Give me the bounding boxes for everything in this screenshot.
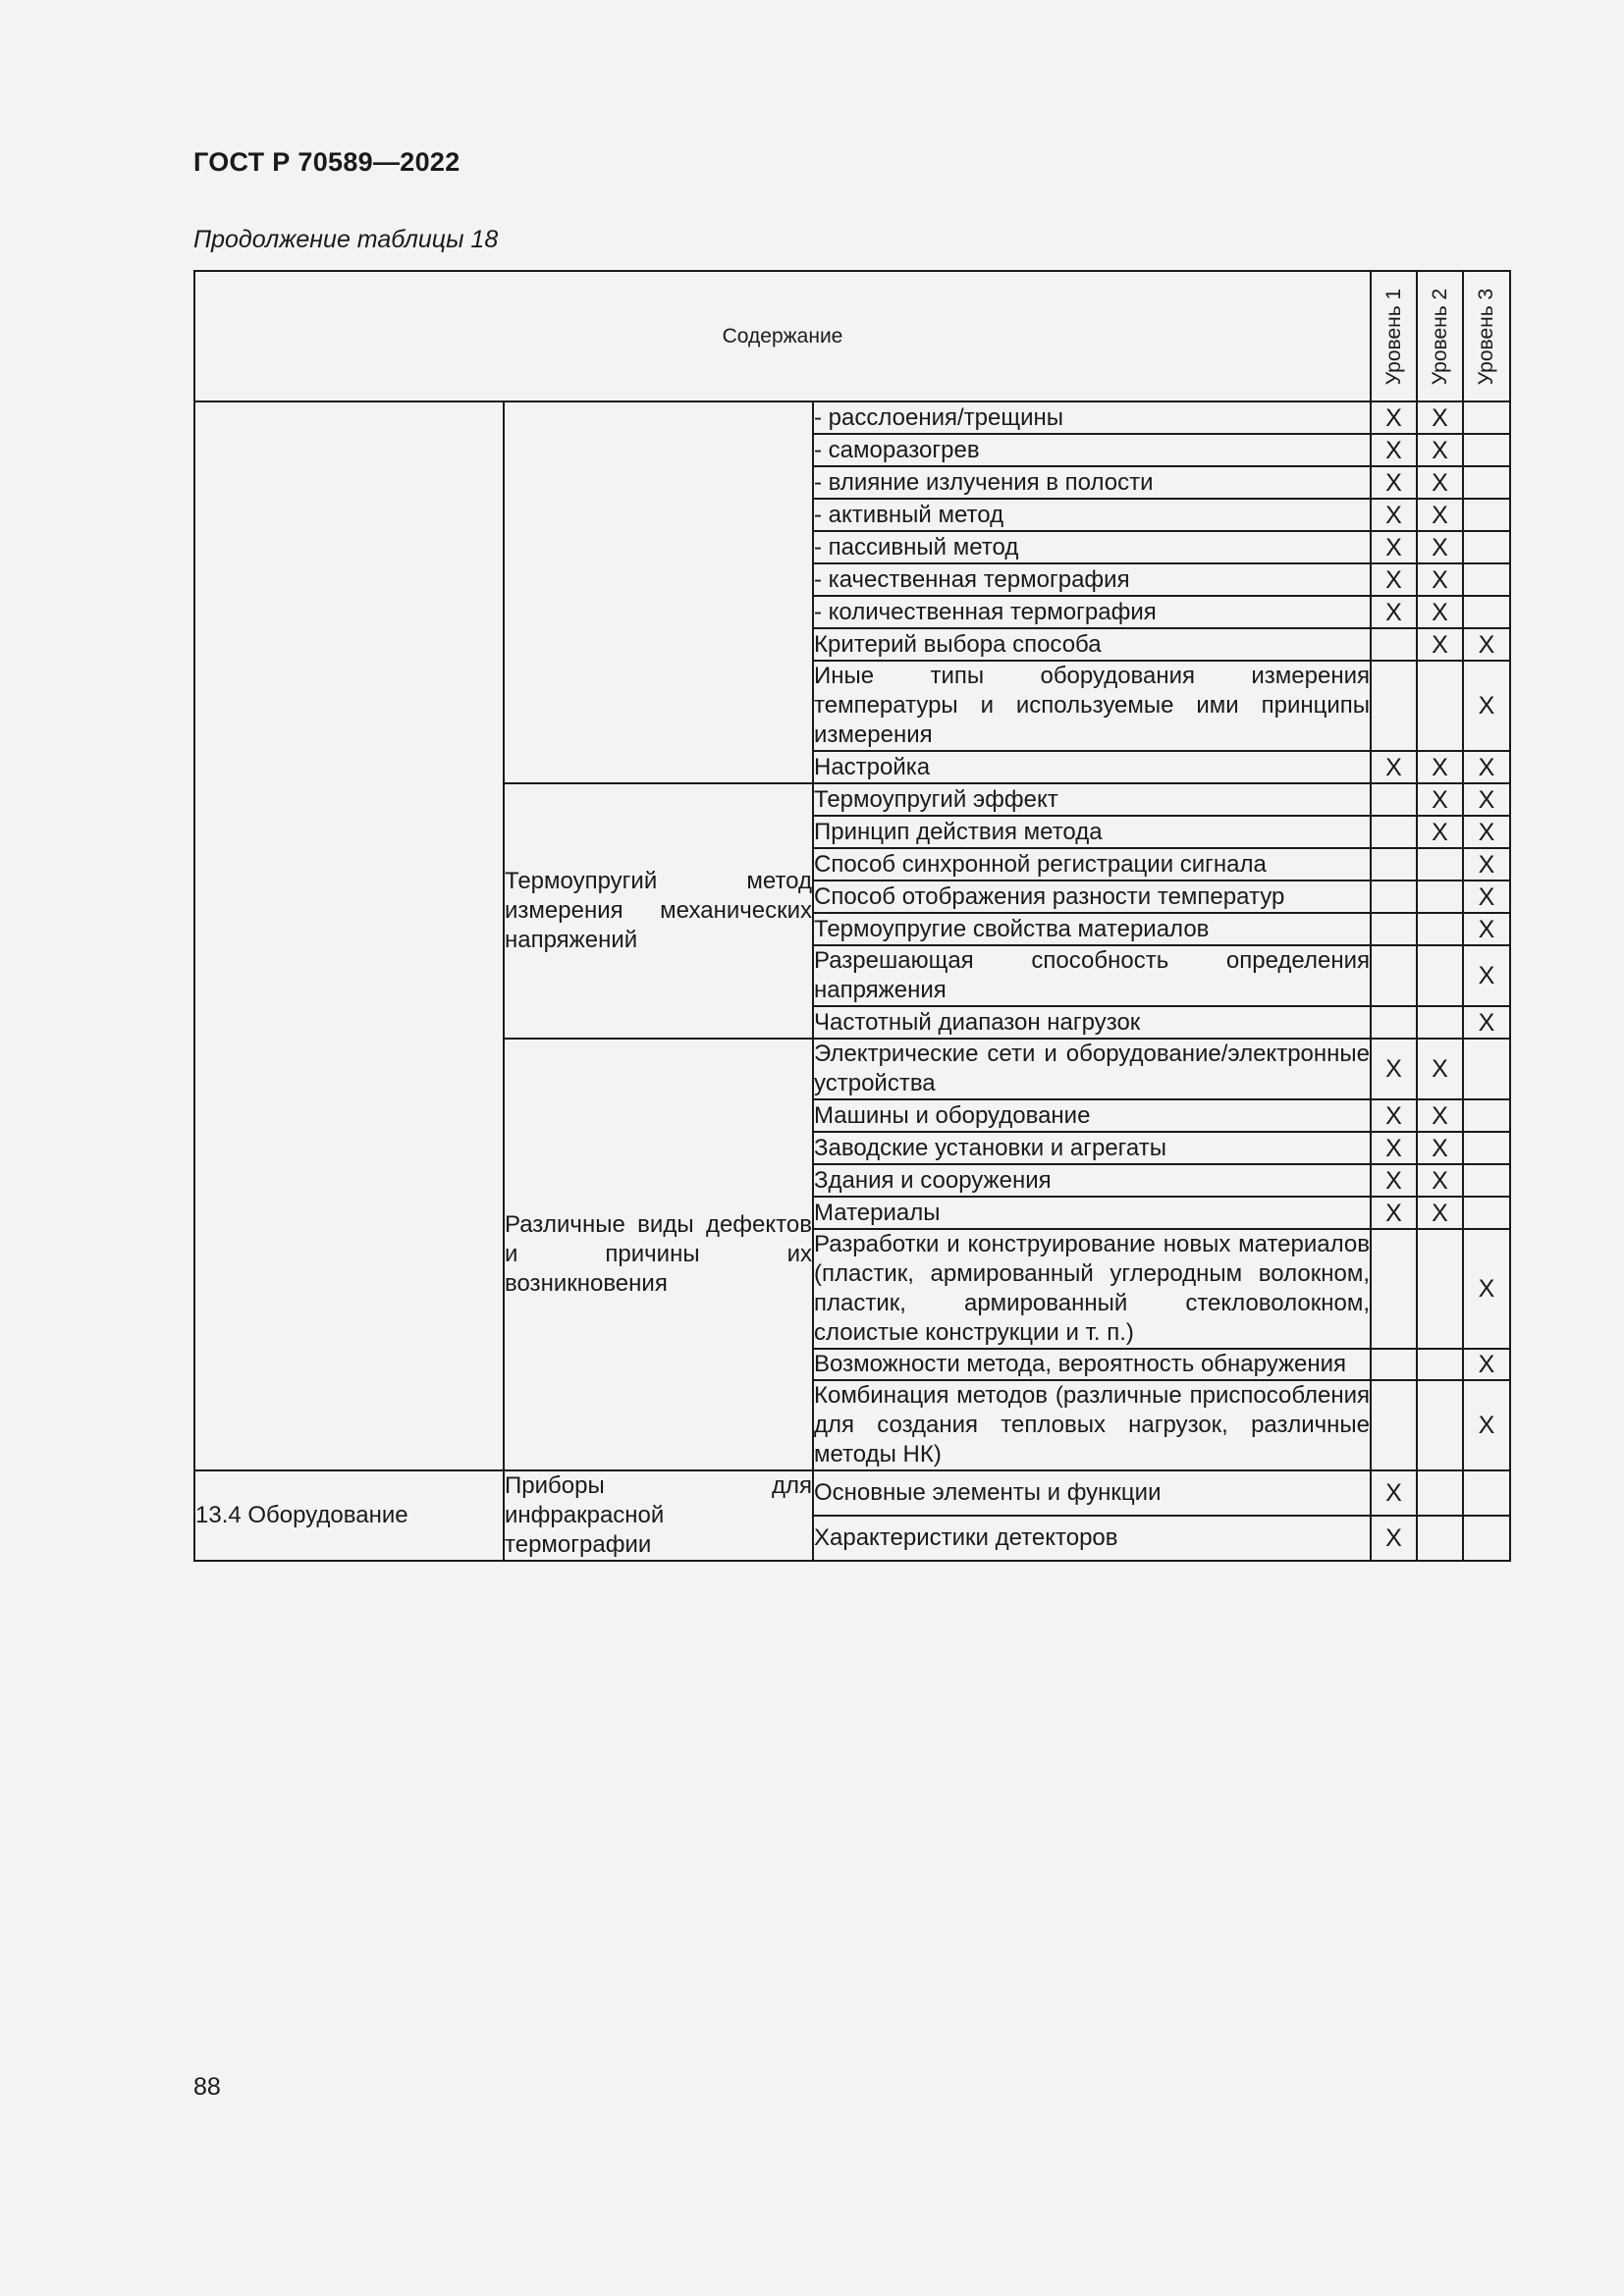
header-level-3 — [1463, 271, 1510, 401]
content-cell: Здания и сооружения — [813, 1164, 1371, 1197]
level-3-mark: X — [1463, 783, 1510, 816]
level-3-mark: X — [1463, 1380, 1510, 1470]
level-1-mark: X — [1371, 1164, 1417, 1197]
level-1-label: Уровень 1 — [1381, 288, 1405, 385]
content-cell: Иные типы оборудования измерения температуры и используемые ими принципы измерения — [813, 661, 1371, 751]
level-1-mark — [1371, 628, 1417, 661]
level-2-mark — [1417, 881, 1463, 913]
level-3-mark — [1463, 563, 1510, 596]
level-3-mark: X — [1463, 848, 1510, 881]
content-cell: - расслоения/трещины — [813, 401, 1371, 434]
level-2-mark — [1417, 1229, 1463, 1349]
page-number: 88 — [193, 2073, 221, 2101]
header-level-2 — [1417, 271, 1463, 401]
content-cell: Разрешающая способность определения напряжения — [813, 945, 1371, 1006]
level-2-mark: X — [1417, 1132, 1463, 1164]
level-2-mark: X — [1417, 628, 1463, 661]
table-row — [194, 1470, 1510, 1516]
level-1-mark — [1371, 816, 1417, 848]
level-2-mark — [1417, 1516, 1463, 1561]
level-1-mark — [1371, 848, 1417, 881]
group-cell-thermoelastic: Термоупругий метод измерения механических напряжений — [504, 783, 813, 1039]
level-1-mark — [1371, 1380, 1417, 1470]
level-1-mark — [1371, 913, 1417, 945]
content-cell: Принцип действия метода — [813, 816, 1371, 848]
level-1-mark: X — [1371, 1099, 1417, 1132]
table-header-row — [194, 271, 1510, 401]
level-2-mark — [1417, 1380, 1463, 1470]
content-cell: Возможности метода, вероятность обнаружения — [813, 1349, 1371, 1380]
level-1-mark — [1371, 881, 1417, 913]
level-1-mark — [1371, 1229, 1417, 1349]
level-3-mark — [1463, 434, 1510, 466]
level-1-mark: X — [1371, 1197, 1417, 1229]
level-1-mark: X — [1371, 1039, 1417, 1099]
level-2-mark — [1417, 1006, 1463, 1039]
content-cell: Основные элементы и функции — [813, 1470, 1371, 1516]
level-1-mark: X — [1371, 563, 1417, 596]
level-3-mark — [1463, 596, 1510, 628]
level-2-mark: X — [1417, 1039, 1463, 1099]
level-3-mark — [1463, 1132, 1510, 1164]
level-3-mark: X — [1463, 1006, 1510, 1039]
level-2-mark: X — [1417, 783, 1463, 816]
level-2-mark: X — [1417, 401, 1463, 434]
level-1-mark: X — [1371, 1516, 1417, 1561]
level-3-mark — [1463, 1099, 1510, 1132]
content-cell: Разработки и конструирование новых материалов (пластик, армированный углеродным волокном, пластик, армированный стекловолокном, слоистые конструкции и т. п.) — [813, 1229, 1371, 1349]
level-2-mark: X — [1417, 499, 1463, 531]
section-cell-13-4: 13.4 Оборудование — [194, 1470, 504, 1561]
standard-title: ГОСТ Р 70589—2022 — [193, 147, 460, 177]
level-1-mark — [1371, 1006, 1417, 1039]
level-1-mark — [1371, 661, 1417, 751]
level-2-mark — [1417, 913, 1463, 945]
table-caption: Продолжение таблицы 18 — [193, 226, 499, 253]
group-cell-defects: Различные виды дефектов и причины их возникновения — [504, 1039, 813, 1470]
level-3-mark — [1463, 401, 1510, 434]
level-3-mark — [1463, 466, 1510, 499]
level-1-mark: X — [1371, 401, 1417, 434]
level-2-mark — [1417, 661, 1463, 751]
content-cell: Материалы — [813, 1197, 1371, 1229]
level-2-mark: X — [1417, 751, 1463, 783]
level-2-mark — [1417, 1470, 1463, 1516]
level-1-mark: X — [1371, 751, 1417, 783]
level-1-mark: X — [1371, 499, 1417, 531]
content-cell: Настройка — [813, 751, 1371, 783]
level-1-mark: X — [1371, 466, 1417, 499]
level-3-mark: X — [1463, 628, 1510, 661]
content-cell: - влияние излучения в полости — [813, 466, 1371, 499]
group-cell-ir-devices: Приборы для инфракрасной термографии — [504, 1470, 813, 1561]
level-1-mark — [1371, 945, 1417, 1006]
level-3-mark — [1463, 1164, 1510, 1197]
level-3-mark: X — [1463, 661, 1510, 751]
level-1-mark: X — [1371, 1132, 1417, 1164]
level-3-mark — [1463, 1470, 1510, 1516]
level-3-mark: X — [1463, 751, 1510, 783]
level-2-mark: X — [1417, 1164, 1463, 1197]
content-cell: Частотный диапазон нагрузок — [813, 1006, 1371, 1039]
level-2-mark: X — [1417, 563, 1463, 596]
level-2-mark — [1417, 945, 1463, 1006]
content-table — [193, 270, 1511, 1562]
content-cell: Комбинация методов (различные приспособления для создания тепловых нагрузок, различные методы НК) — [813, 1380, 1371, 1470]
level-2-mark: X — [1417, 434, 1463, 466]
level-1-mark: X — [1371, 531, 1417, 563]
content-cell: - саморазогрев — [813, 434, 1371, 466]
level-3-mark — [1463, 499, 1510, 531]
level-3-mark: X — [1463, 1349, 1510, 1380]
level-2-mark: X — [1417, 1099, 1463, 1132]
content-cell: - пассивный метод — [813, 531, 1371, 563]
level-1-mark: X — [1371, 434, 1417, 466]
level-2-mark: X — [1417, 531, 1463, 563]
level-3-mark: X — [1463, 945, 1510, 1006]
content-cell: - качественная термография — [813, 563, 1371, 596]
table-row — [194, 401, 1510, 434]
level-1-mark — [1371, 1349, 1417, 1380]
level-2-mark: X — [1417, 816, 1463, 848]
content-cell: Электрические сети и оборудование/электронные устройства — [813, 1039, 1371, 1099]
content-cell: Способ отображения разности температур — [813, 881, 1371, 913]
level-2-mark: X — [1417, 596, 1463, 628]
level-3-mark: X — [1463, 913, 1510, 945]
level-3-mark — [1463, 1516, 1510, 1561]
content-cell: Машины и оборудование — [813, 1099, 1371, 1132]
header-level-1 — [1371, 271, 1417, 401]
level-3-label: Уровень 3 — [1475, 288, 1497, 385]
level-2-mark — [1417, 848, 1463, 881]
content-cell: Характеристики детекторов — [813, 1516, 1371, 1561]
level-3-mark: X — [1463, 881, 1510, 913]
level-3-mark: X — [1463, 816, 1510, 848]
content-cell: Термоупругие свойства материалов — [813, 913, 1371, 945]
content-cell: Термоупругий эффект — [813, 783, 1371, 816]
group-cell-empty — [504, 401, 813, 783]
content-cell: - активный метод — [813, 499, 1371, 531]
content-cell: Способ синхронной регистрации сигнала — [813, 848, 1371, 881]
level-1-mark — [1371, 783, 1417, 816]
content-cell: Критерий выбора способа — [813, 628, 1371, 661]
level-2-mark — [1417, 1349, 1463, 1380]
content-cell: - количественная термография — [813, 596, 1371, 628]
level-2-mark: X — [1417, 1197, 1463, 1229]
level-2-label: Уровень 2 — [1428, 288, 1451, 385]
content-cell: Заводские установки и агрегаты — [813, 1132, 1371, 1164]
level-1-mark: X — [1371, 1470, 1417, 1516]
level-2-mark: X — [1417, 466, 1463, 499]
level-3-mark — [1463, 1039, 1510, 1099]
section-cell-empty — [194, 401, 504, 1470]
level-3-mark: X — [1463, 1229, 1510, 1349]
level-1-mark: X — [1371, 596, 1417, 628]
header-content: Содержание — [194, 271, 1371, 401]
level-3-mark — [1463, 1197, 1510, 1229]
level-3-mark — [1463, 531, 1510, 563]
